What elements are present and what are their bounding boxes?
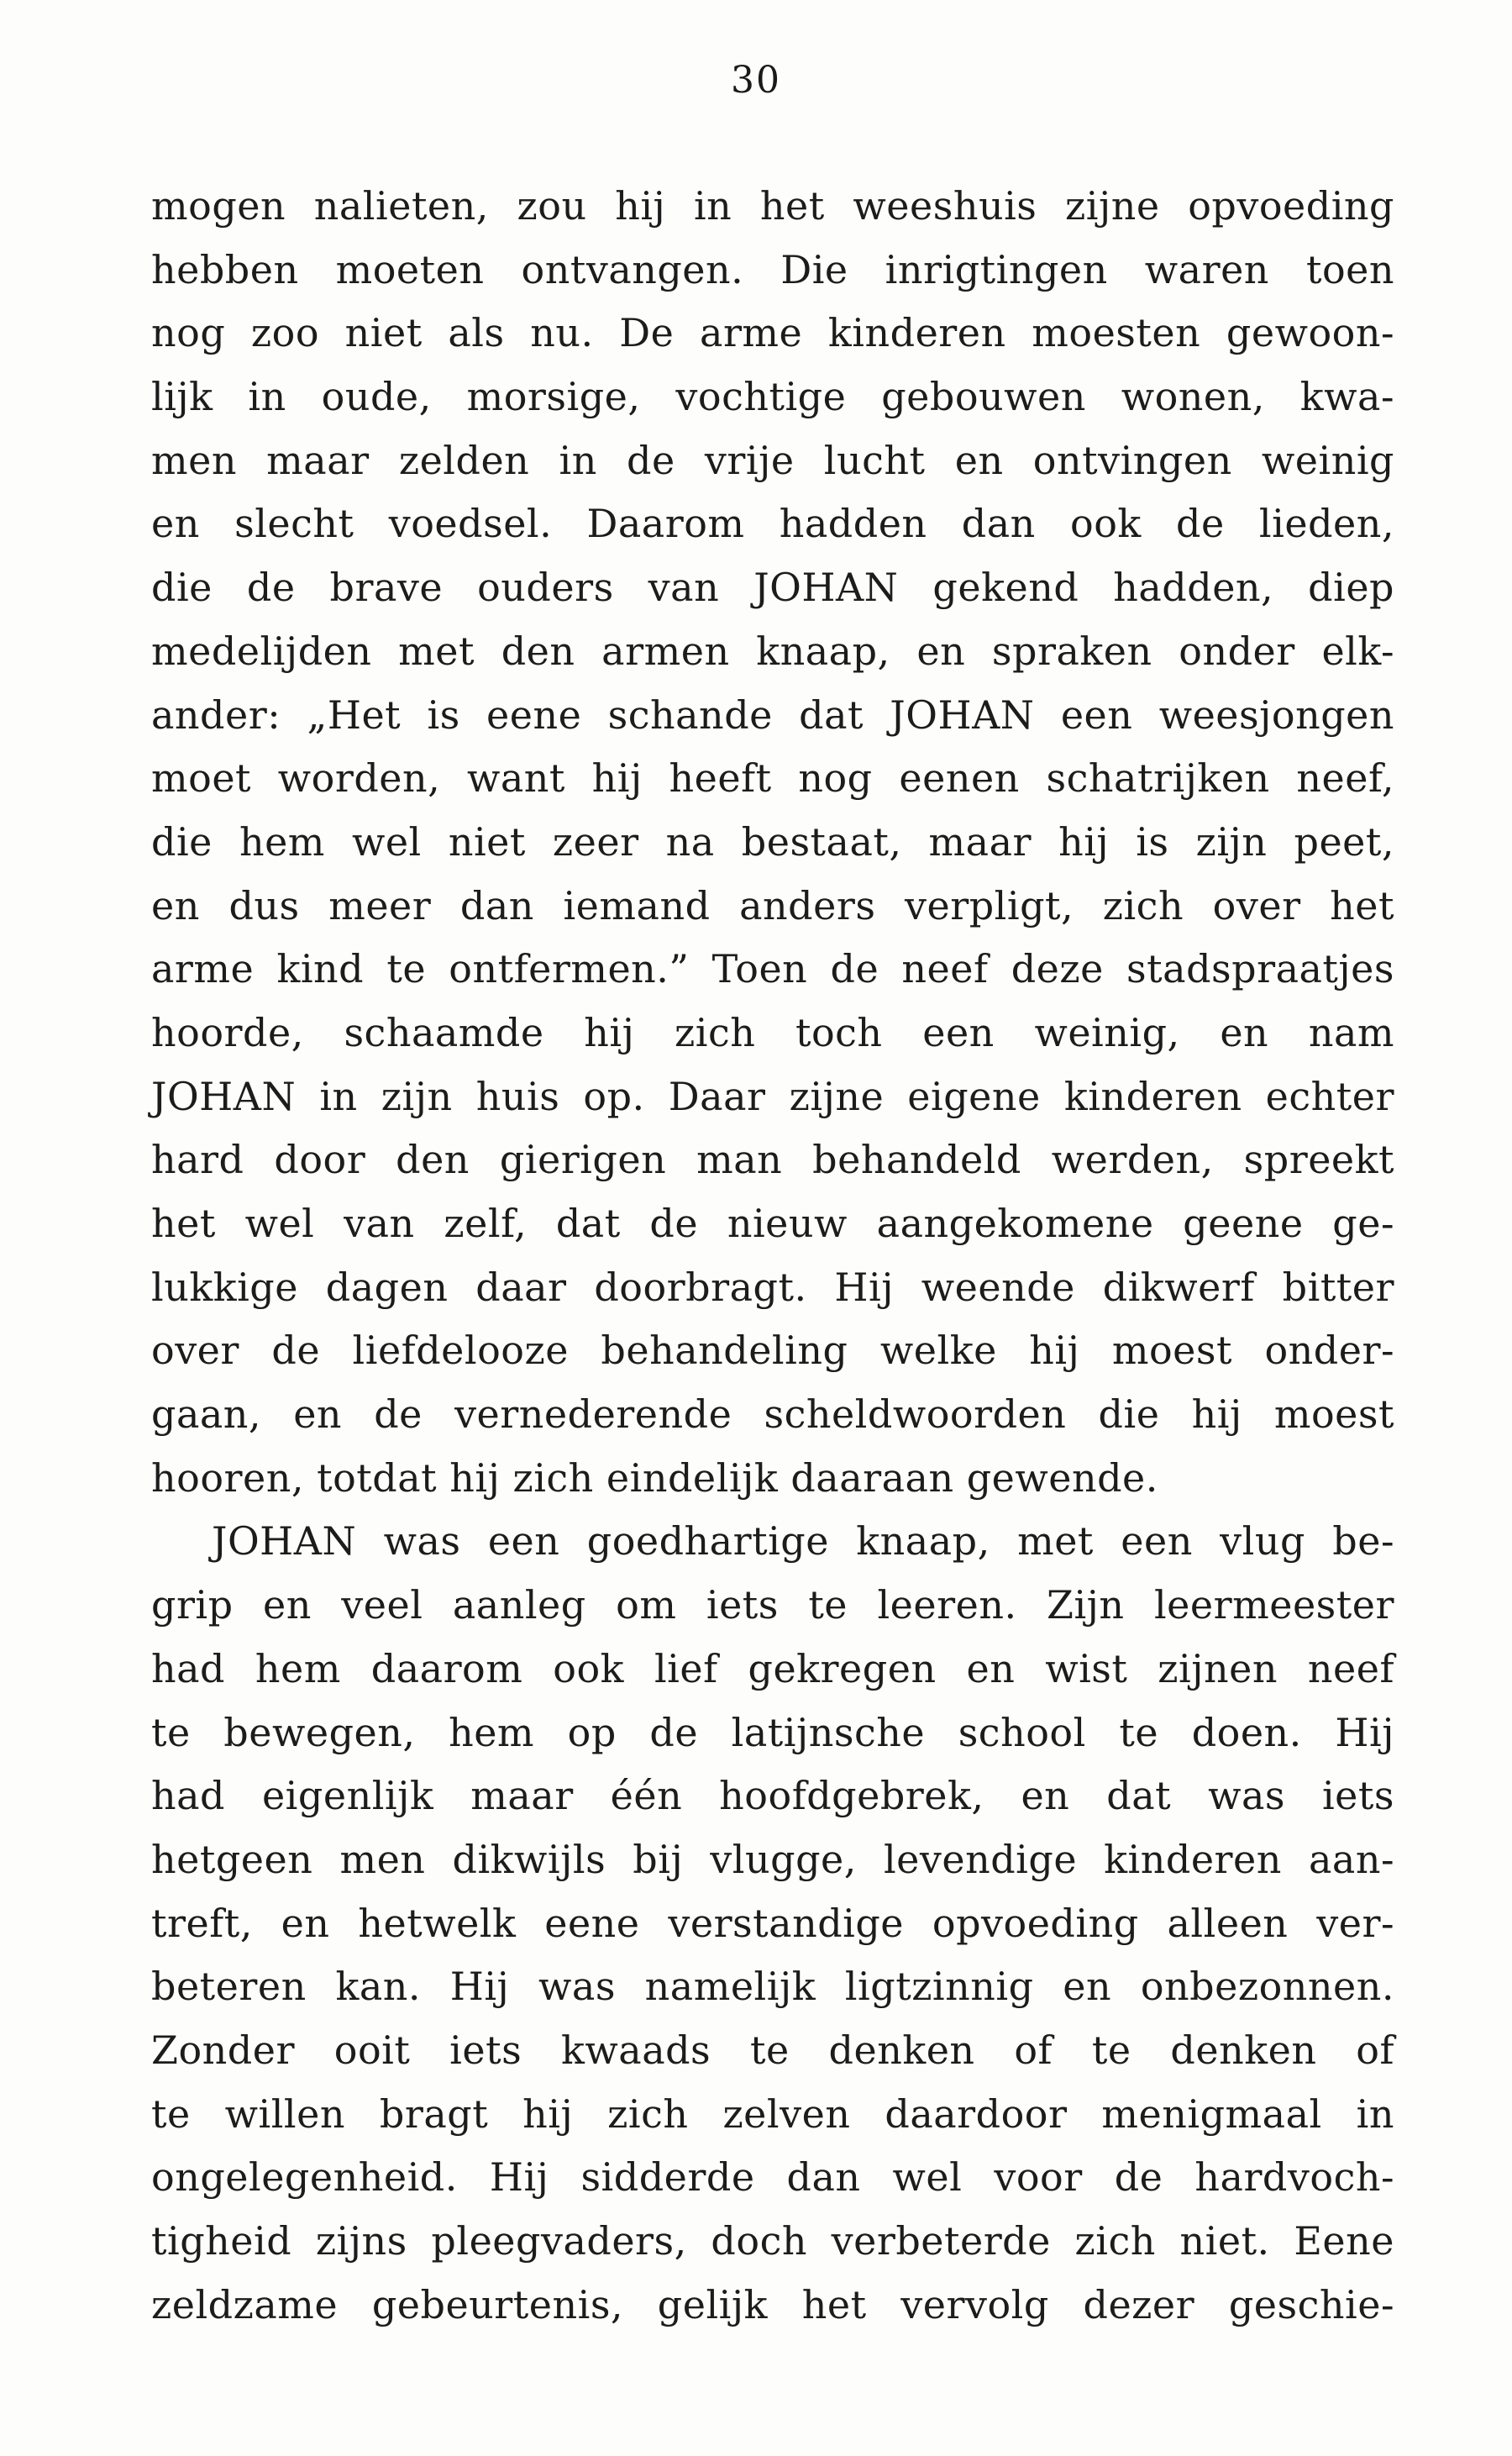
text-line: arme kind te ontfermen.” Toen de neef deze stadspraatjes: [151, 946, 1394, 992]
text-line: men maar zelden in de vrije lucht en ontvingen weinig: [151, 437, 1394, 483]
text-line: gaan, en de vernederende scheldwoorden die hij moest: [151, 1391, 1394, 1438]
text-line: lijk in oude, morsige, vochtige gebouwen wonen, kwa-: [151, 374, 1394, 420]
body-text: [151, 175, 1394, 2337]
text-line: nog zoo niet als nu. De arme kinderen moesten gewoon-: [151, 310, 1394, 356]
text-line: hebben moeten ontvangen. Die inrigtingen waren toen: [151, 246, 1394, 292]
text-line: te bewegen, hem op de latijnsche school te doen. Hij: [151, 1709, 1394, 1755]
text-line: zeldzame gebeurtenis, gelijk het vervolg dezer geschie-: [151, 2281, 1394, 2327]
text-line: JOHAN was een goedhartige knaap, met een vlug be-: [212, 1518, 1394, 1565]
text-line: lukkige dagen daar doorbragt. Hij weende dikwerf bitter: [151, 1264, 1394, 1310]
text-line: die hem wel niet zeer na bestaat, maar hij is zijn peet,: [151, 818, 1394, 865]
text-line: JOHAN in zijn huis op. Daar zijne eigene kinderen echter: [151, 1073, 1394, 1119]
text-line: moet worden, want hij heeft nog eenen schatrijken neef,: [151, 755, 1394, 802]
text-line: medelijden met den armen knaap, en spraken onder elk-: [151, 628, 1394, 674]
text-line: hetgeen men dikwijls bij vlugge, levendige kinderen aan-: [151, 1836, 1394, 1882]
text-line: treft, en hetwelk eene verstandige opvoeding alleen ver-: [151, 1900, 1394, 1946]
page-number: 30: [731, 59, 781, 102]
text-line: hooren, totdat hij zich eindelijk daaraan gewende.: [151, 1454, 1158, 1501]
text-line: die de brave ouders van JOHAN gekend hadden, diep: [151, 565, 1394, 611]
text-line: over de liefdelooze behandeling welke hij moest onder-: [151, 1328, 1394, 1374]
text-line: mogen nalieten, zou hij in het weeshuis zijne opvoeding: [151, 183, 1394, 229]
text-line: beteren kan. Hij was namelijk ligtzinnig en onbezonnen.: [151, 1964, 1394, 2010]
text-line: en slecht voedsel. Daarom hadden dan ook de lieden,: [151, 501, 1394, 547]
text-line: het wel van zelf, dat de nieuw aangekomene geene ge-: [151, 1201, 1394, 1246]
text-line: te willen bragt hij zich zelven daardoor menigmaal in: [151, 2090, 1394, 2137]
text-line: tigheid zijns pleegvaders, doch verbeterde zich niet. Eene: [151, 2218, 1394, 2264]
text-line: ongelegenheid. Hij sidderde dan wel voor de hardvoch-: [151, 2154, 1394, 2201]
text-line: hard door den gierigen man behandeld werden, spreekt: [151, 1137, 1394, 1183]
text-line: had hem daarom ook lief gekregen en wist zijnen neef: [151, 1645, 1394, 1691]
text-line: ander: „Het is eene schande dat JOHAN een weesjongen: [151, 692, 1394, 738]
text-line: hoorde, schaamde hij zich toch een weinig, en nam: [151, 1009, 1394, 1055]
text-line: Zonder ooit iets kwaads te denken of te denken of: [151, 2027, 1394, 2073]
text-line: had eigenlijk maar één hoofdgebrek, en dat was iets: [151, 1773, 1394, 1819]
text-line: grip en veel aanleg om iets te leeren. Zijn leermeester: [151, 1582, 1394, 1628]
text-line: en dus meer dan iemand anders verpligt, zich over het: [151, 882, 1394, 928]
